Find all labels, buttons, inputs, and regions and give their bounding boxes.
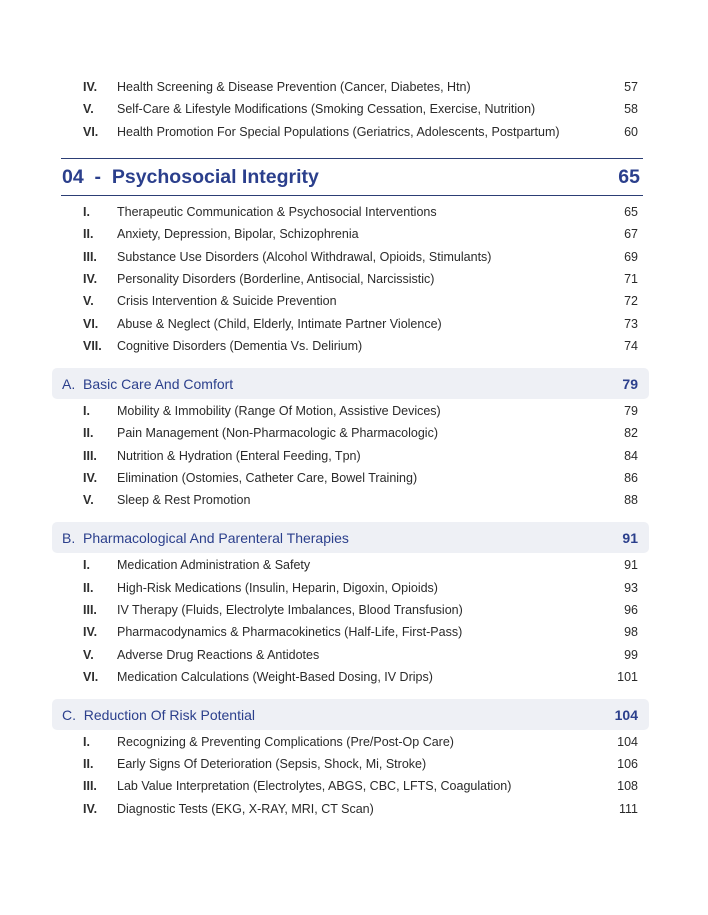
toc-entry[interactable] bbox=[83, 799, 638, 819]
entry-page: 57 bbox=[624, 80, 638, 94]
chapter-page: 65 bbox=[618, 165, 640, 188]
entry-title: High-Risk Medications (Insulin, Heparin, Digoxin, Opioids) bbox=[117, 581, 438, 595]
entry-number: VII. bbox=[83, 339, 102, 353]
entry-title: Substance Use Disorders (Alcohol Withdrawal, Opioids, Stimulants) bbox=[117, 250, 492, 264]
entry-page: 74 bbox=[624, 339, 638, 353]
entry-title: Anxiety, Depression, Bipolar, Schizophrenia bbox=[117, 227, 359, 241]
entry-title: Therapeutic Communication & Psychosocial Interventions bbox=[117, 205, 437, 219]
entry-number: V. bbox=[83, 493, 94, 507]
entry-title: Medication Calculations (Weight-Based Dosing, IV Drips) bbox=[117, 670, 433, 684]
entry-title: Adverse Drug Reactions & Antidotes bbox=[117, 648, 320, 662]
toc-entry[interactable] bbox=[83, 202, 638, 222]
entry-number: III. bbox=[83, 449, 97, 463]
entry-title: Pharmacodynamics & Pharmacokinetics (Half-Life, First-Pass) bbox=[117, 625, 463, 639]
entry-title: Nutrition & Hydration (Enteral Feeding, Tpn) bbox=[117, 449, 361, 463]
entry-page: 58 bbox=[624, 102, 638, 116]
entry-page: 72 bbox=[624, 294, 638, 308]
entry-page: 88 bbox=[624, 493, 638, 507]
entry-number: I. bbox=[83, 735, 90, 749]
entry-page: 96 bbox=[624, 603, 638, 617]
toc-entry[interactable] bbox=[83, 667, 638, 687]
toc-entry[interactable] bbox=[83, 446, 638, 466]
toc-entry[interactable] bbox=[83, 401, 638, 421]
entry-title: Personality Disorders (Borderline, Antisocial, Narcissistic) bbox=[117, 272, 435, 286]
entry-page: 98 bbox=[624, 625, 638, 639]
toc-entry[interactable] bbox=[83, 224, 638, 244]
entry-title: Pain Management (Non-Pharmacologic & Pharmacologic) bbox=[117, 426, 438, 440]
section-heading-risk-reduction[interactable] bbox=[52, 699, 649, 730]
entry-page: 71 bbox=[624, 272, 638, 286]
entry-page: 69 bbox=[624, 250, 638, 264]
entry-number: IV. bbox=[83, 471, 98, 485]
section-page: 79 bbox=[622, 375, 638, 392]
entry-title: Diagnostic Tests (EKG, X-RAY, MRI, CT Scan) bbox=[117, 802, 374, 816]
entry-number: V. bbox=[83, 294, 94, 308]
entry-number: VI. bbox=[83, 317, 99, 331]
toc-entry[interactable] bbox=[83, 645, 638, 665]
entry-number: V. bbox=[83, 102, 94, 116]
toc-entry[interactable] bbox=[83, 122, 638, 142]
entry-number: IV. bbox=[83, 80, 98, 94]
entry-number: IV. bbox=[83, 802, 98, 816]
entry-title: Health Screening & Disease Prevention (Cancer, Diabetes, Htn) bbox=[117, 80, 471, 94]
entry-title: IV Therapy (Fluids, Electrolyte Imbalances, Blood Transfusion) bbox=[117, 603, 463, 617]
entry-page: 60 bbox=[624, 125, 638, 139]
toc-entry[interactable] bbox=[83, 555, 638, 575]
entry-number: III. bbox=[83, 779, 97, 793]
toc-entry[interactable] bbox=[83, 600, 638, 620]
toc-entry[interactable] bbox=[83, 99, 638, 119]
entry-page: 73 bbox=[624, 317, 638, 331]
entry-page: 79 bbox=[624, 404, 638, 418]
entry-number: VI. bbox=[83, 670, 99, 684]
toc-entry[interactable] bbox=[83, 269, 638, 289]
toc-entry[interactable] bbox=[83, 247, 638, 267]
entry-number: II. bbox=[83, 757, 94, 771]
toc-entry[interactable] bbox=[83, 754, 638, 774]
section-title: C. Reduction Of Risk Potential bbox=[62, 706, 255, 723]
entry-page: 101 bbox=[617, 670, 638, 684]
entry-title: Lab Value Interpretation (Electrolytes, ABGS, CBC, LFTS, Coagulation) bbox=[117, 779, 512, 793]
toc-entry[interactable] bbox=[83, 776, 638, 796]
toc-entry[interactable] bbox=[83, 732, 638, 752]
toc-entry[interactable] bbox=[83, 314, 638, 334]
entry-title: Sleep & Rest Promotion bbox=[117, 493, 251, 507]
entry-title: Medication Administration & Safety bbox=[117, 558, 311, 572]
section-heading-basic-care[interactable] bbox=[52, 368, 649, 399]
entry-page: 93 bbox=[624, 581, 638, 595]
entry-number: II. bbox=[83, 581, 94, 595]
section-title: B. Pharmacological And Parenteral Therapies bbox=[62, 529, 349, 546]
entry-title: Mobility & Immobility (Range Of Motion, Assistive Devices) bbox=[117, 404, 441, 418]
entry-title: Recognizing & Preventing Complications (Pre/Post-Op Care) bbox=[117, 735, 454, 749]
entry-number: V. bbox=[83, 648, 94, 662]
entry-page: 99 bbox=[624, 648, 638, 662]
entry-number: III. bbox=[83, 603, 97, 617]
entry-page: 86 bbox=[624, 471, 638, 485]
entry-title: Abuse & Neglect (Child, Elderly, Intimate Partner Violence) bbox=[117, 317, 442, 331]
entry-number: II. bbox=[83, 227, 94, 241]
entry-title: Self-Care & Lifestyle Modifications (Smoking Cessation, Exercise, Nutrition) bbox=[117, 102, 536, 116]
entry-number: VI. bbox=[83, 125, 99, 139]
toc-entry[interactable] bbox=[83, 578, 638, 598]
entry-page: 67 bbox=[624, 227, 638, 241]
entry-page: 65 bbox=[624, 205, 638, 219]
entry-number: I. bbox=[83, 558, 90, 572]
entry-number: II. bbox=[83, 426, 94, 440]
chapter-heading[interactable] bbox=[61, 158, 643, 196]
entry-title: Cognitive Disorders (Dementia Vs. Delirium) bbox=[117, 339, 363, 353]
entry-page: 84 bbox=[624, 449, 638, 463]
section-page: 91 bbox=[622, 529, 638, 546]
entry-page: 104 bbox=[617, 735, 638, 749]
toc-entry[interactable] bbox=[83, 468, 638, 488]
entry-number: IV. bbox=[83, 625, 98, 639]
section-heading-pharmacological[interactable] bbox=[52, 522, 649, 553]
entry-page: 106 bbox=[617, 757, 638, 771]
toc-entry[interactable] bbox=[83, 77, 638, 97]
entry-number: III. bbox=[83, 250, 97, 264]
chapter-title: 04 - Psychosocial Integrity bbox=[62, 165, 319, 188]
entry-page: 82 bbox=[624, 426, 638, 440]
entry-page: 108 bbox=[617, 779, 638, 793]
entry-page: 91 bbox=[624, 558, 638, 572]
entry-title: Crisis Intervention & Suicide Prevention bbox=[117, 294, 337, 308]
entry-title: Elimination (Ostomies, Catheter Care, Bowel Training) bbox=[117, 471, 418, 485]
section-page: 104 bbox=[614, 706, 638, 723]
toc-entry[interactable] bbox=[83, 336, 638, 356]
entry-number: I. bbox=[83, 205, 90, 219]
toc-entry[interactable] bbox=[83, 622, 638, 642]
entry-title: Health Promotion For Special Populations (Geriatrics, Adolescents, Postpartum) bbox=[117, 125, 560, 139]
entry-number: I. bbox=[83, 404, 90, 418]
toc-entry[interactable] bbox=[83, 423, 638, 443]
toc-entry[interactable] bbox=[83, 291, 638, 311]
entry-number: IV. bbox=[83, 272, 98, 286]
entry-title: Early Signs Of Deterioration (Sepsis, Shock, Mi, Stroke) bbox=[117, 757, 427, 771]
section-title: A. Basic Care And Comfort bbox=[62, 375, 234, 392]
toc-entry[interactable] bbox=[83, 490, 638, 510]
entry-page: 111 bbox=[618, 802, 638, 816]
